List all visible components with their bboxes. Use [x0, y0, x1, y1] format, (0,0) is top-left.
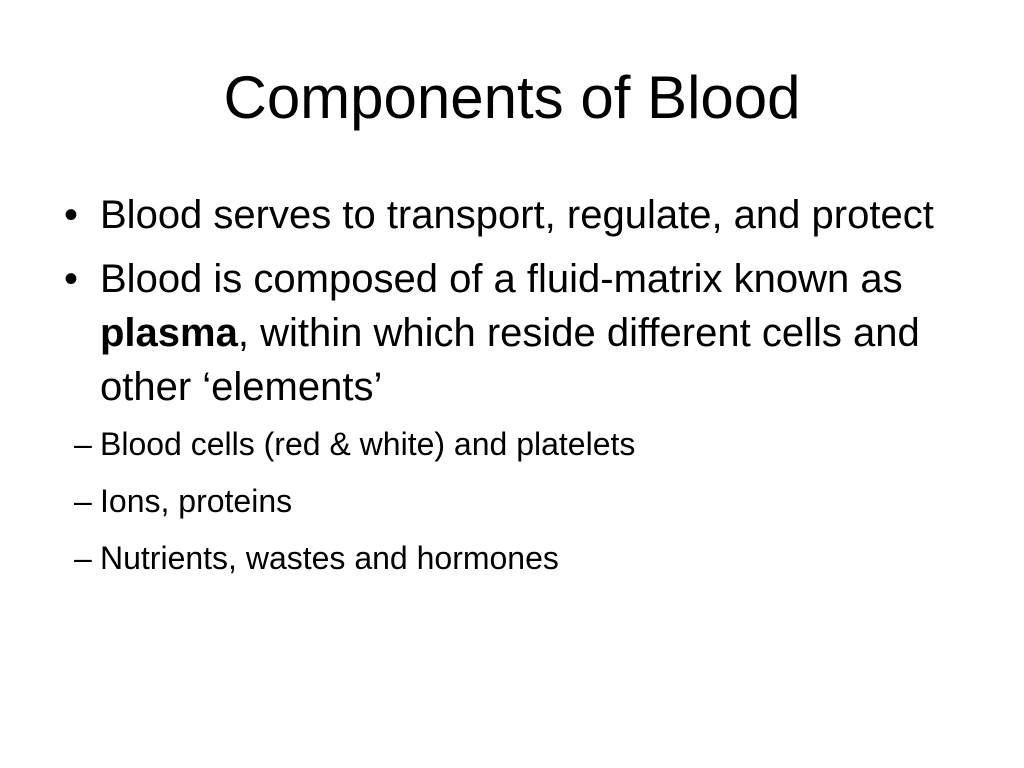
sub-bullet-item — [56, 538, 956, 578]
sub-bullet-text: Nutrients, wastes and hormones — [100, 540, 559, 576]
sub-bullet-marker: – — [74, 426, 92, 462]
sub-list-container — [56, 424, 956, 578]
sub-bullet-list — [56, 424, 956, 578]
sub-bullet-item — [56, 481, 956, 521]
bullet-marker: • — [64, 193, 79, 237]
bullet-text-before: Blood is composed of a fluid-matrix known as — [100, 257, 903, 301]
sub-bullet-text: Blood cells (red & white) and platelets — [100, 426, 636, 462]
bullet-item — [56, 188, 956, 242]
sub-bullet-text: Ions, proteins — [100, 483, 293, 519]
bullet-item — [56, 252, 956, 414]
slide-title: Components of Blood — [223, 64, 801, 131]
bullet-text: Blood serves to transport, regulate, and protect — [100, 193, 934, 237]
sub-bullet-item — [56, 424, 956, 464]
bullet-list — [56, 188, 956, 595]
bullet-marker: • — [64, 257, 79, 301]
bullet-bold-term: plasma — [100, 311, 238, 355]
sub-bullet-marker: – — [74, 540, 92, 576]
sub-bullet-marker: – — [74, 483, 92, 519]
bullet-text-after: , within which reside different cells and other ‘elements’ — [100, 311, 920, 409]
